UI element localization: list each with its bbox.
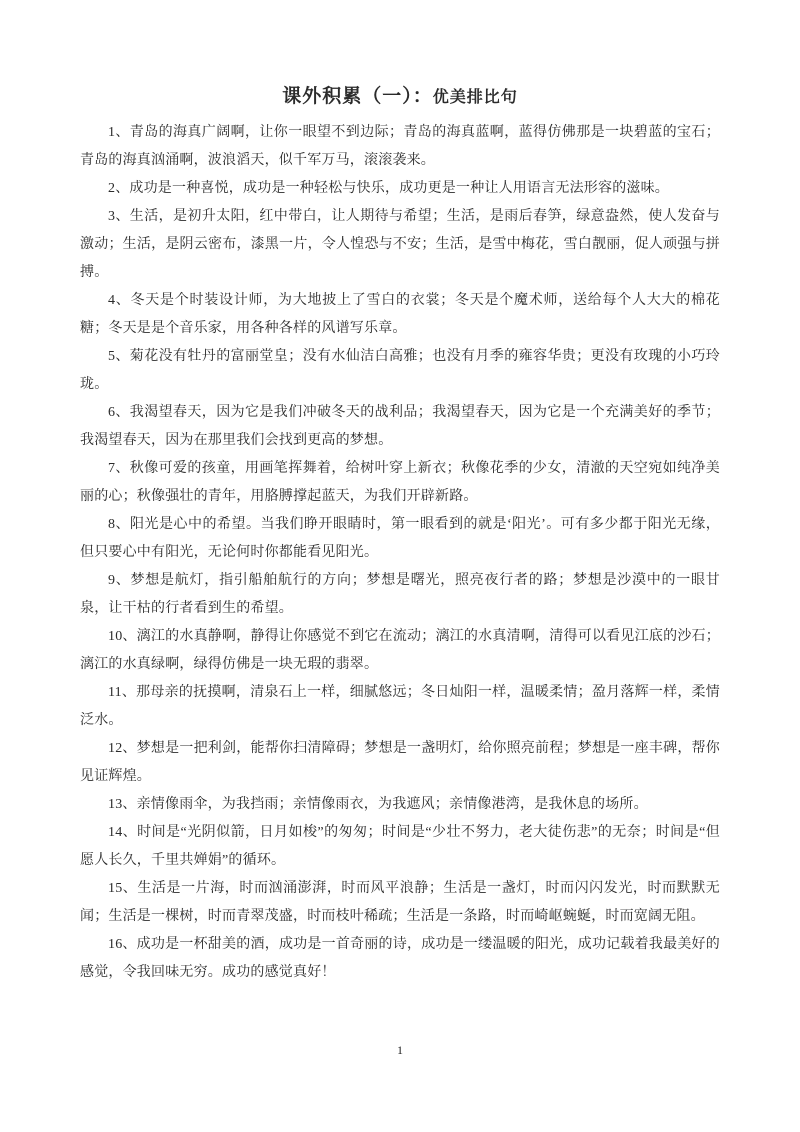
paragraph-13: 13、亲情像雨伞，为我挡雨；亲情像雨衣，为我遮风；亲情像港湾，是我休息的场所。	[108, 797, 648, 812]
paragraph-1: 1、青岛的海真广阔啊，让你一眼望不到边际；青岛的海真蓝啊，蓝得仿佛那是一块碧蓝的宝石；青岛的海真汹涌啊，波浪滔天，似千军万马，滚滚袭来。	[80, 125, 720, 168]
paragraph-3: 3、生活，是初升太阳，红中带白，让人期待与希望；生活，是雨后春笋，绿意盎然，使人发奋与激动；生活，是阴云密布，漆黑一片，令人惶恐与不安；生活，是雪中梅花，雪白靓丽，促人顽强与拼搏。	[80, 209, 720, 280]
paragraph-6: 6、我渴望春天，因为它是我们冲破冬天的战利品；我渴望春天，因为它是一个充满美好的季节；我渴望春天，因为在那里我们会找到更高的梦想。	[80, 405, 720, 448]
paragraph-5: 5、菊花没有牡丹的富丽堂皇；没有水仙洁白高雅；也没有月季的雍容华贵；更没有玫瑰的小巧玲珑。	[80, 349, 720, 392]
paragraph-10: 10、漓江的水真静啊，静得让你感觉不到它在流动；漓江的水真清啊，清得可以看见江底的沙石；漓江的水真绿啊，绿得仿佛是一块无瑕的翡翠。	[80, 629, 720, 672]
paragraph-12: 12、梦想是一把利剑，能帮你扫清障碍；梦想是一盏明灯，给你照亮前程；梦想是一座丰碑，帮你见证辉煌。	[80, 741, 720, 784]
paragraph-15: 15、生活是一片海，时而汹涌澎湃，时而风平浪静；生活是一盏灯，时而闪闪发光，时而默默无闻；生活是一棵树，时而青翠茂盛，时而枝叶稀疏；生活是一条路，时而崎岖蜿蜒，时而宽阔无阻。	[80, 881, 720, 924]
page-number: 1	[397, 1043, 403, 1057]
paragraph-7: 7、秋像可爱的孩童，用画笔挥舞着，给树叶穿上新衣；秋像花季的少女，清澈的天空宛如纯净美丽的心；秋像强壮的青年，用胳膊撑起蓝天，为我们开辟新路。	[80, 461, 720, 504]
document-body	[80, 119, 720, 987]
paragraph-2: 2、成功是一种喜悦，成功是一种轻松与快乐，成功更是一种让人用语言无法形容的滋味。	[108, 181, 669, 196]
paragraph-4: 4、冬天是个时装设计师，为大地披上了雪白的衣裳；冬天是个魔术师，送给每个人大大的棉花糖；冬天是是个音乐家，用各种各样的风谱写乐章。	[80, 293, 720, 336]
paragraph-14: 14、时间是“光阴似箭，日月如梭”的匆匆；时间是“少壮不努力，老大徒伤悲”的无奈；时间是“但愿人长久，千里共婵娟”的循环。	[80, 825, 720, 868]
page-title	[80, 76, 720, 113]
paragraph-8: 8、阳光是心中的希望。当我们睁开眼睛时，第一眼看到的就是‘阳光’。可有多少都于阳光无缘，但只要心中有阳光，无论何时你都能看见阳光。	[80, 517, 720, 560]
page-title-main: 课外积累（一）：	[282, 86, 433, 107]
paragraph-11: 11、那母亲的抚摸啊，清泉石上一样，细腻悠远；冬日灿阳一样，温暖柔情；盈月落辉一样，柔情泛水。	[80, 685, 720, 728]
paragraph-16: 16、成功是一杯甜美的酒，成功是一首奇丽的诗，成功是一缕温暖的阳光，成功记载着我最美好的感觉，令我回味无穷。成功的感觉真好！	[80, 937, 720, 980]
paragraph-9: 9、梦想是航灯，指引船舶航行的方向；梦想是曙光，照亮夜行者的路；梦想是沙漠中的一眼甘泉，让干枯的行者看到生的希望。	[80, 573, 720, 616]
page-title-sub: 优美排比句	[432, 89, 518, 106]
